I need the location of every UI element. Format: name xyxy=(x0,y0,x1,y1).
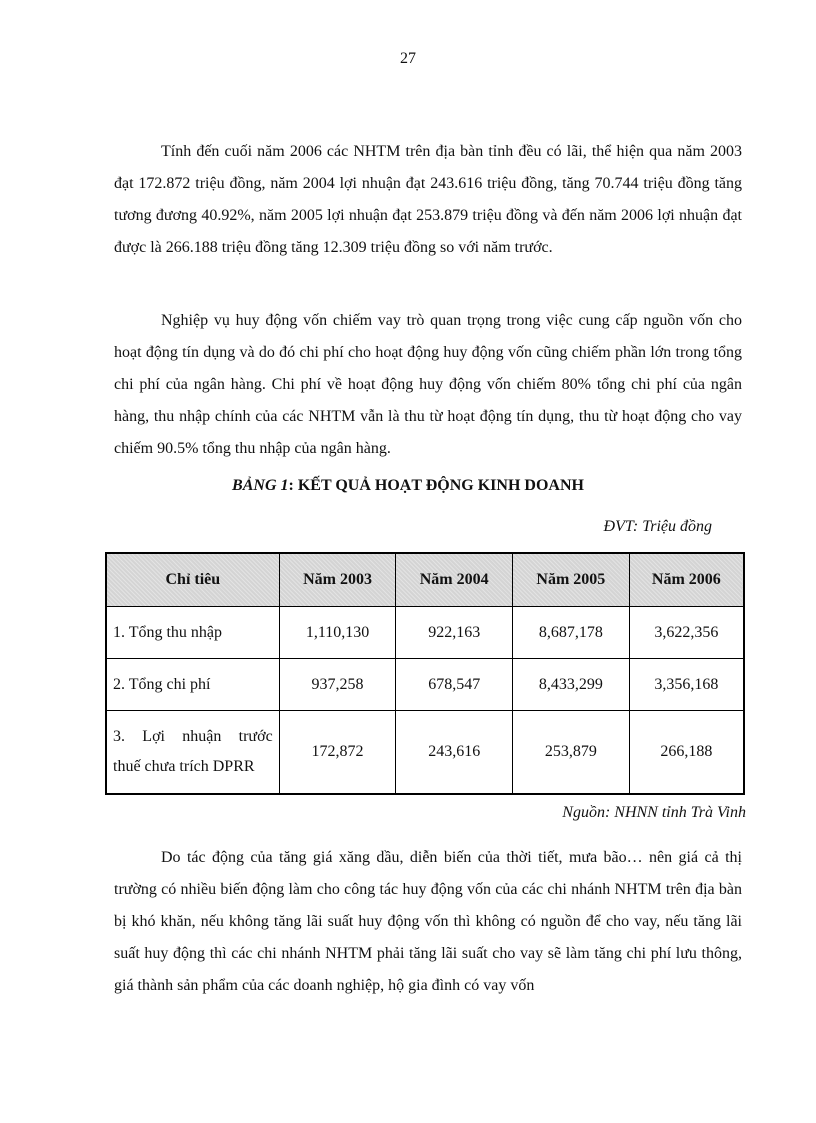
table-cell: 3,356,168 xyxy=(629,659,744,711)
table-cell: 678,547 xyxy=(396,659,513,711)
row-label-pretax-profit xyxy=(106,711,279,795)
header-2005: Năm 2005 xyxy=(513,553,630,607)
table-row xyxy=(106,711,744,795)
table-source: Nguồn: NHNN tỉnh Trà Vinh xyxy=(562,804,746,821)
row-label-line-2: thuế chưa trích DPRR xyxy=(113,758,255,775)
row-label-total-income: 1. Tổng thu nhập xyxy=(106,607,279,659)
table-unit: ĐVT: Triệu đồng xyxy=(603,518,712,535)
business-results-table xyxy=(105,552,745,795)
paragraph-fuel-price-impact: Do tác động của tăng giá xăng dầu, diễn biến của thời tiết, mưa bão… nên giá cả thị trường có nhiều biến động làm cho công tác huy động vốn của các chi nhánh NHTM trên địa bàn bị khó khăn, nếu không tăng lãi suất huy động vốn thì không có nguồn để cho vay, nếu tăng lãi suất huy động thì các chi nhánh NHTM phải tăng lãi suất cho vay sẽ làm tăng chi phí lưu thông, giá thành sản phẩm của các doanh nghiệp, hộ gia đình có vay vốn xyxy=(114,849,742,994)
table-cell: 172,872 xyxy=(279,711,396,795)
table-cell: 8,687,178 xyxy=(513,607,630,659)
header-2003: Năm 2003 xyxy=(279,553,396,607)
table-row xyxy=(106,607,744,659)
table-cell: 1,110,130 xyxy=(279,607,396,659)
table-cell: 937,258 xyxy=(279,659,396,711)
table-cell: 922,163 xyxy=(396,607,513,659)
table-cell: 3,622,356 xyxy=(629,607,744,659)
table-cell: 253,879 xyxy=(513,711,630,795)
row-label-total-cost: 2. Tổng chi phí xyxy=(106,659,279,711)
table-row xyxy=(106,659,744,711)
page-number: 27 xyxy=(400,50,416,67)
table-cell: 243,616 xyxy=(396,711,513,795)
table-title-text: : KẾT QUẢ HOẠT ĐỘNG KINH DOANH xyxy=(288,477,584,494)
table-title xyxy=(0,477,816,495)
table-cell: 266,188 xyxy=(629,711,744,795)
paragraph-capital-mobilization: Nghiệp vụ huy động vốn chiếm vay trò quan trọng trong việc cung cấp nguồn vốn cho hoạt động tín dụng và do đó chi phí cho hoạt động huy động vốn cũng chiếm phần lớn trong tổng chi phí của ngân hàng. Chi phí về hoạt động huy động vốn chiếm 80% tổng chi phí của ngân hàng, thu nhập chính của các NHTM vẫn là thu từ hoạt động tín dụng, thu từ hoạt động cho vay chiếm 90.5% tổng thu nhập của ngân hàng. xyxy=(114,312,742,457)
row-label-line-1: 3. Lợi nhuận trước xyxy=(113,728,273,745)
table-cell: 8,433,299 xyxy=(513,659,630,711)
header-2006: Năm 2006 xyxy=(629,553,744,607)
header-2004: Năm 2004 xyxy=(396,553,513,607)
paragraph-profit-summary: Tính đến cuối năm 2006 các NHTM trên địa bàn tỉnh đều có lãi, thể hiện qua năm 2003 đạt 172.872 triệu đồng, năm 2004 lợi nhuận đạt 243.616 triệu đồng, tăng 70.744 triệu đồng tăng tương đương 40.92%, năm 2005 lợi nhuận đạt 253.879 triệu đồng và đến năm 2006 lợi nhuận đạt được là 266.188 triệu đồng tăng 12.309 triệu đồng so với năm trước. xyxy=(114,143,742,256)
table-header-row xyxy=(106,553,744,607)
table-title-number: BẢNG 1 xyxy=(232,477,289,494)
header-indicator: Chỉ tiêu xyxy=(106,553,279,607)
